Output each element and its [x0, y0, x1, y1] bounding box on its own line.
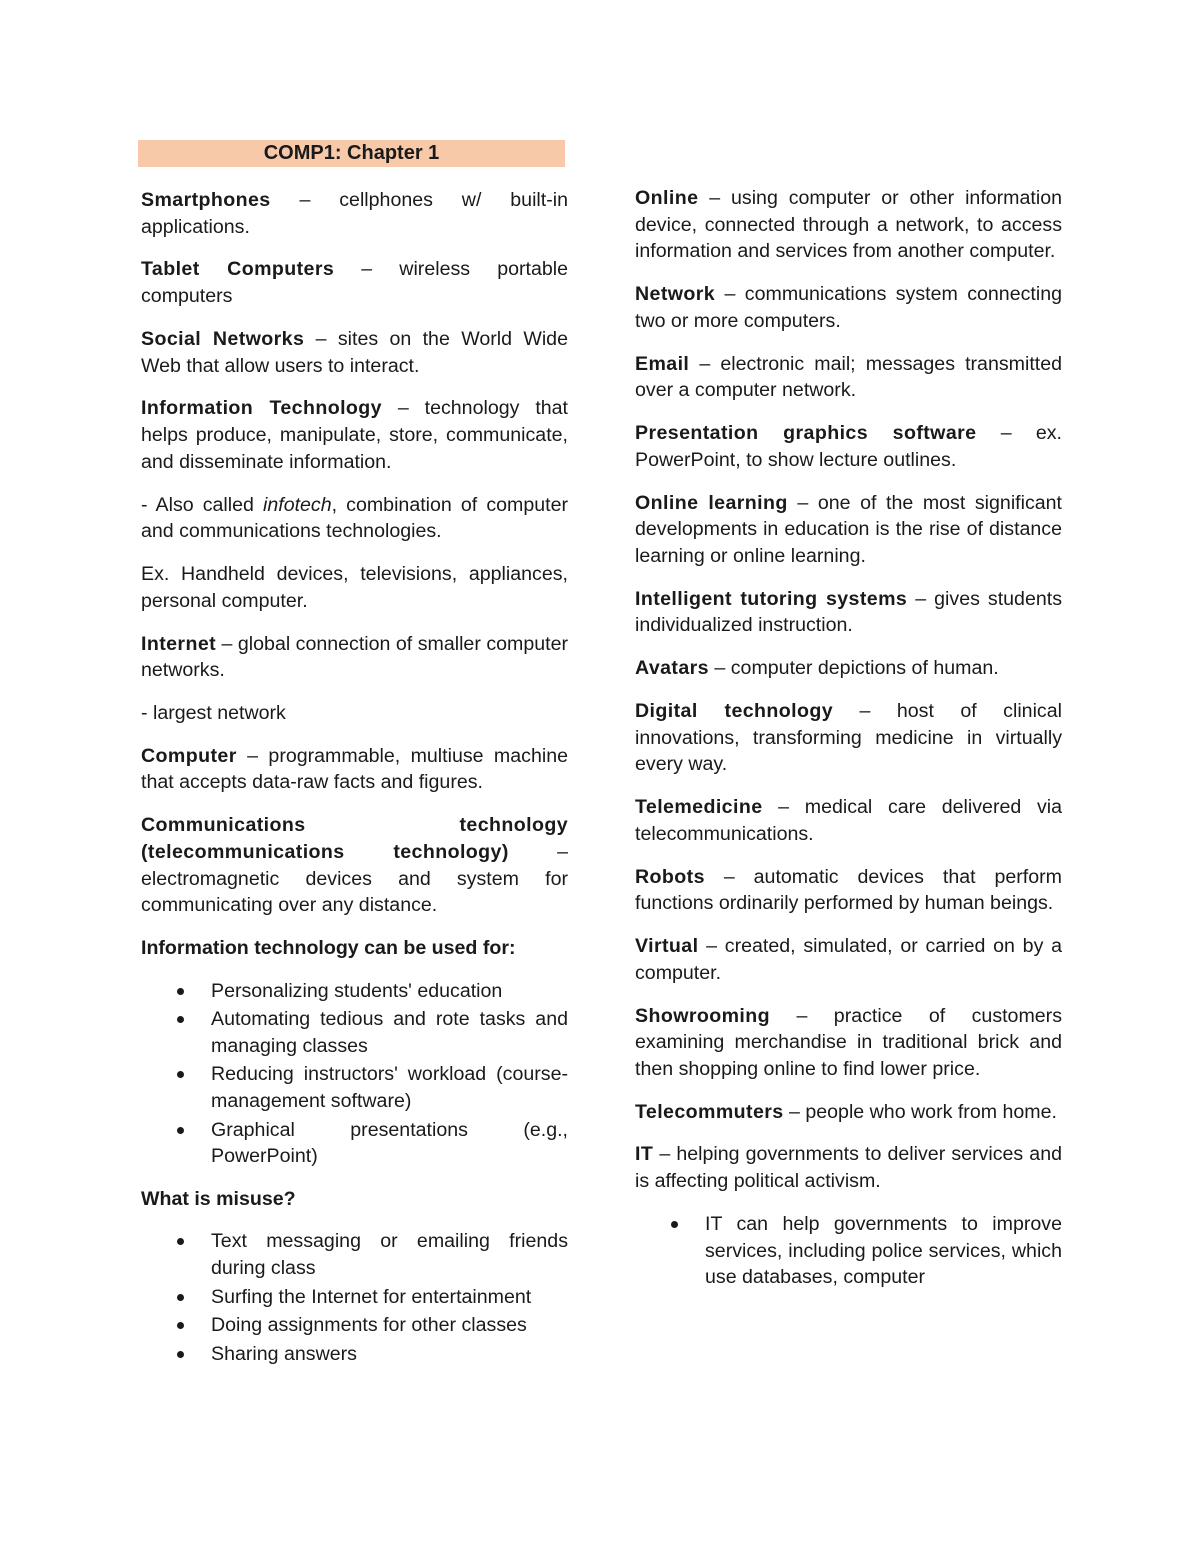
term: Intelligent tutoring systems: [635, 587, 908, 610]
definition-showrooming: [635, 1003, 1062, 1083]
list-item: Surfing the Internet for entertainment: [211, 1284, 568, 1311]
term: Showrooming: [635, 1004, 771, 1027]
list-item: IT can help governments to improve services, including police services, which use databases, computer: [705, 1211, 1062, 1291]
note-emphasis: infotech: [263, 493, 332, 516]
definition-presentation-software: [635, 420, 1062, 473]
definition-online-learning: [635, 490, 1062, 570]
definition: – host of clinical innovations, transforming medicine in virtually every way.: [635, 699, 1062, 776]
term: Tablet Computers: [141, 258, 335, 281]
definition: – electromagnetic devices and system for communicating over any distance.: [141, 840, 568, 917]
definition-tablets: [141, 256, 568, 309]
example-text: Ex. Handheld devices, televisions, appliances, personal computer.: [141, 563, 568, 612]
list-item: Automating tedious and rote tasks and managing classes: [211, 1006, 568, 1059]
term: Social Networks: [141, 327, 305, 350]
term: IT: [635, 1143, 654, 1166]
definition: – global connection of smaller computer networks.: [141, 632, 568, 682]
definition-internet: [141, 631, 568, 684]
term: Avatars: [635, 657, 709, 680]
definition: – one of the most significant developments in education is the rise of distance learning or online learning.: [635, 491, 1063, 567]
definition: – using computer or other information device, connected through a network, to access information and services from another computer.: [635, 187, 1062, 263]
uses-list: [141, 978, 568, 1170]
it-list: [635, 1211, 1062, 1291]
definition: – gives students individualized instruction.: [635, 587, 1062, 637]
definition-social-networks: [141, 326, 568, 379]
definition-network: [635, 281, 1062, 334]
definition-digital-technology: [635, 698, 1062, 778]
list-item: Doing assignments for other classes: [211, 1312, 568, 1339]
left-column: [141, 140, 568, 1383]
term: Telemedicine: [635, 796, 763, 819]
definition: – cellphones w/ built-in applications.: [141, 189, 568, 238]
definition: – computer depictions of human.: [708, 657, 999, 680]
definition: – programmable, multiuse machine that accepts data-raw facts and figures.: [141, 744, 568, 794]
term: Information Technology: [141, 397, 382, 420]
definition-it: [635, 1141, 1062, 1194]
definition-telemedicine: [635, 794, 1062, 847]
note-largest-network: - largest network: [141, 701, 286, 724]
definition: – helping governments to deliver services and is affecting political activism.: [635, 1143, 1062, 1193]
term: Computer: [141, 744, 237, 767]
term: Telecommuters: [635, 1100, 784, 1123]
list-item: Sharing answers: [211, 1341, 568, 1368]
definition-computer: [141, 743, 568, 796]
page-title: COMP1: Chapter 1: [138, 140, 565, 167]
definition: – practice of customers examining merchandise in traditional brick and then shopping online to find lower price.: [635, 1004, 1062, 1080]
definition-email: [635, 351, 1062, 404]
definition-online: [635, 185, 1062, 265]
definition: – sites on the World Wide Web that allow users to interact.: [141, 327, 568, 377]
definition: – wireless portable computers: [141, 258, 568, 308]
definition-communications-technology: [141, 812, 568, 918]
definition: – ex. PowerPoint, to show lecture outlines.: [635, 422, 1062, 471]
term: Email: [635, 352, 690, 375]
definition-avatars: [635, 655, 1062, 682]
list-item: Text messaging or emailing friends during class: [211, 1228, 568, 1281]
misuse-heading: What is misuse?: [141, 1187, 296, 1210]
note-infotech: [141, 492, 568, 545]
right-column: [635, 185, 1062, 1307]
term: Communications technology (telecommunications technology): [141, 814, 568, 863]
definition: – created, simulated, or carried on by a computer.: [635, 935, 1062, 984]
definition-robots: [635, 864, 1062, 917]
definition: – communications system connecting two or more computers.: [635, 283, 1062, 332]
definition-information-technology: [141, 395, 568, 475]
note-suffix: , combination of computer and communications technologies.: [141, 493, 568, 543]
note-prefix: - Also called: [141, 493, 263, 516]
term: Virtual: [635, 935, 699, 958]
list-item: Personalizing students' education: [211, 978, 568, 1005]
term: Robots: [635, 865, 705, 888]
definition-virtual: [635, 933, 1062, 986]
definition-intelligent-tutoring: [635, 586, 1062, 639]
uses-heading: Information technology can be used for:: [141, 937, 516, 960]
definition: – medical care delivered via telecommunications.: [635, 796, 1062, 845]
list-item: Graphical presentations (e.g., PowerPoint): [211, 1117, 568, 1170]
definition: – people who work from home.: [783, 1100, 1057, 1123]
term: Online learning: [635, 491, 788, 514]
misuse-list: [141, 1228, 568, 1367]
list-item: Reducing instructors' workload (course-management software): [211, 1061, 568, 1114]
term: Smartphones: [141, 189, 271, 211]
definition: – technology that helps produce, manipulate, store, communicate, and disseminate information.: [141, 397, 568, 473]
term: Internet: [141, 632, 217, 655]
term: Digital technology: [635, 699, 834, 722]
term: Presentation graphics software: [635, 422, 977, 445]
definition-smartphones: [141, 187, 568, 240]
term: Online: [635, 187, 699, 209]
term: Network: [635, 283, 716, 306]
definition: – electronic mail; messages transmitted over a computer network.: [635, 352, 1062, 402]
definition-telecommuters: [635, 1099, 1062, 1126]
definition: – automatic devices that perform functions ordinarily performed by human beings.: [635, 865, 1062, 915]
